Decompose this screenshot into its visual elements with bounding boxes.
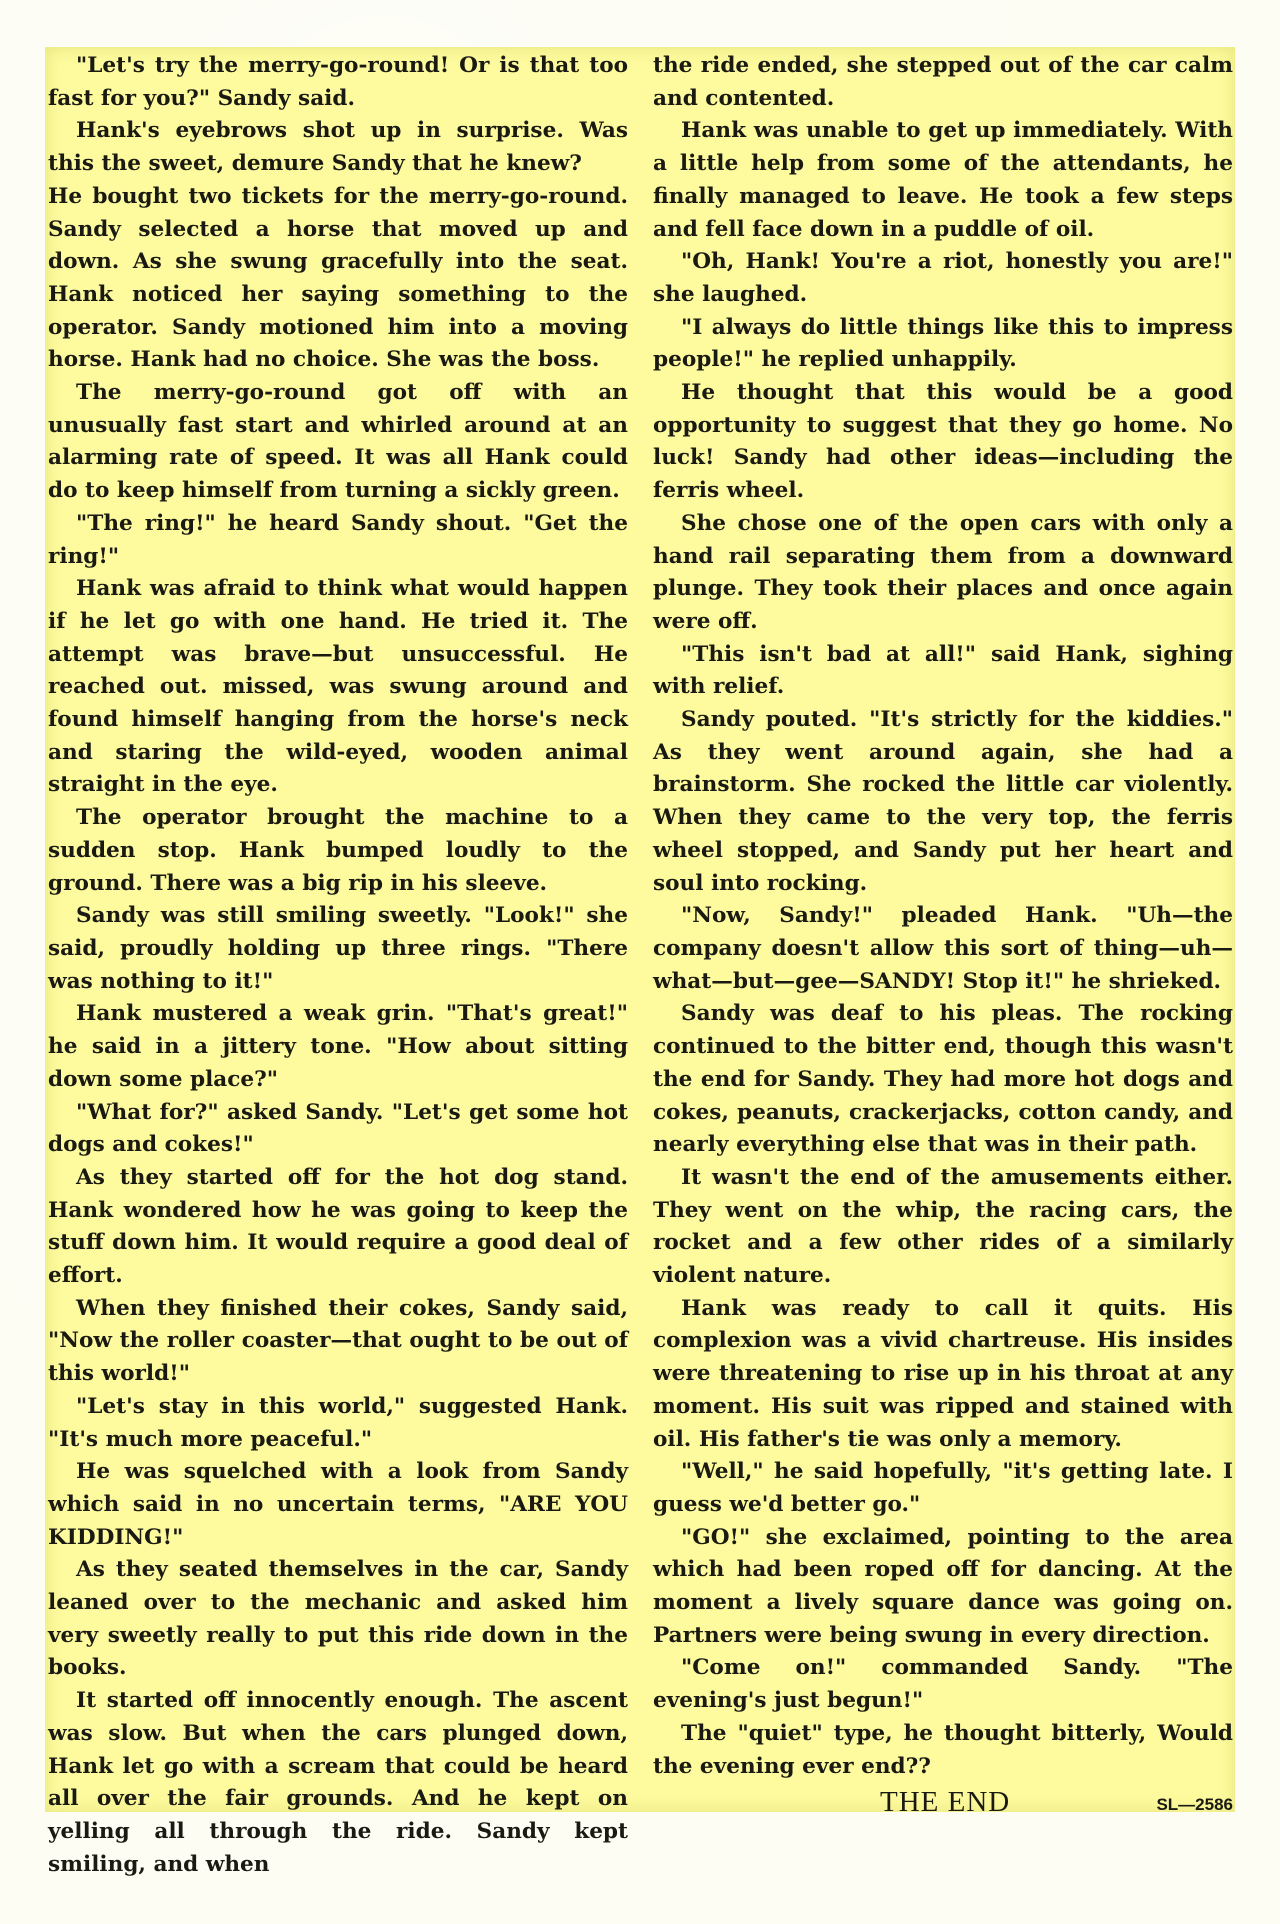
- paragraph: "Well," he said hopefully, "it's getting late. I guess we'd better go.": [653, 1459, 1233, 1517]
- paragraph: Hank mustered a weak grin. "That's great!" he said in a jittery tone. "How about sitting down some place?": [48, 1001, 628, 1092]
- story-code: SL—2586: [1156, 1795, 1233, 1815]
- paragraph: Sandy was still smiling sweetly. "Look!" she said, proudly holding up three rings. "There was nothing to it!": [48, 903, 628, 994]
- paragraph: "The ring!" he heard Sandy shout. "Get the ring!": [48, 510, 628, 569]
- paragraph: "Now, Sandy!" pleaded Hank. "Uh—the company doesn't allow this sort of thing—uh—what—but—gee—SANDY! Stop it!" he shrieked.: [653, 903, 1233, 994]
- the-end-label: THE END: [880, 1786, 1011, 1819]
- paragraph: The "quiet" type, he thought bitterly, Would the evening ever end??: [653, 1720, 1233, 1779]
- paragraph: "This isn't bad at all!" said Hank, sighing with relief.: [653, 641, 1233, 700]
- paragraph: Hank was unable to get up immediately. With a little help from some of the attendants, he finally managed to leave. He took a few steps and fell face down in a puddle of oil.: [653, 118, 1233, 242]
- paragraph: "I always do little things like this to impress people!" he replied unhappily.: [653, 314, 1233, 373]
- paragraph: When they finished their cokes, Sandy said, "Now the roller coaster—that ought to be out of this world!": [48, 1295, 628, 1387]
- paragraph: It wasn't the end of the amusements either. They went on the whip, the racing cars, the rocket and a few other rides of a similarly violent nature.: [653, 1164, 1233, 1289]
- left-text-column: [48, 50, 628, 1881]
- paragraph: He was squelched with a look from Sandy which said in no uncertain terms, "ARE YOU KIDDING!": [48, 1459, 628, 1550]
- paragraph: "Let's stay in this world," suggested Hank. "It's much more peaceful.": [48, 1393, 628, 1452]
- story-ending: [653, 1787, 1233, 1821]
- paragraph: Sandy pouted. "It's strictly for the kiddies." As they went around again, she had a brainstorm. She rocked the little car violently. When they came to the very top, the ferris wheel stopped, and Sandy put her heart and soul into rocking.: [653, 707, 1233, 896]
- paragraph: "Come on!" commanded Sandy. "The evening's just begun!": [653, 1655, 1233, 1714]
- paragraph: the ride ended, she stepped out of the car calm and contented.: [653, 53, 1233, 111]
- paragraph: He bought two tickets for the merry-go-round. Sandy selected a horse that moved up and down. As she swung gracefully into the seat. Hank noticed her saying something to the operator. Sandy motioned him into a moving horse. Hank had no choice. She was the boss.: [48, 183, 628, 373]
- paragraph: The operator brought the machine to a sudden stop. Hank bumped loudly to the ground. There was a big rip in his sleeve.: [48, 805, 628, 896]
- right-text-column: [653, 50, 1233, 1821]
- paragraph: Hank's eyebrows shot up in surprise. Was this the sweet, demure Sandy that he knew?: [48, 118, 628, 177]
- paragraph: As they seated themselves in the car, Sandy leaned over to the mechanic and asked him very sweetly really to put this ride down in the books.: [48, 1557, 628, 1681]
- paragraph: "What for?" asked Sandy. "Let's get some hot dogs and cokes!": [48, 1099, 628, 1158]
- paragraph: He thought that this would be a good opportunity to suggest that they go home. No luck! Sandy had other ideas—including the ferris wheel.: [653, 380, 1233, 504]
- paragraph: "Let's try the merry-go-round! Or is that too fast for you?" Sandy said.: [48, 53, 628, 111]
- paragraph: She chose one of the open cars with only a hand rail separating them from a downward plunge. They took their places and once again were off.: [653, 510, 1233, 634]
- paragraph: As they started off for the hot dog stand. Hank wondered how he was going to keep the stuff down him. It would require a good deal of effort.: [48, 1164, 628, 1289]
- paragraph: Sandy was deaf to his pleas. The rocking continued to the bitter end, though this wasn't the end for Sandy. They had more hot dogs and cokes, peanuts, crackerjacks, cotton candy, and nearly everything else that was in their path.: [653, 1001, 1233, 1158]
- paragraph: Hank was ready to call it quits. His complexion was a vivid chartreuse. His insides were threatening to rise up in his throat at any moment. His suit was ripped and stained with oil. His father's tie was only a memory.: [653, 1295, 1233, 1452]
- paragraph: "GO!" she exclaimed, pointing to the area which had been roped off for dancing. At the moment a lively square dance was going on. Partners were being swung in every direction.: [653, 1524, 1233, 1648]
- paragraph: It started off innocently enough. The ascent was slow. But when the cars plunged down, Hank let go with a scream that could be heard all over the fair grounds. And he kept on yelling all through the ride. Sandy kept smiling, and when: [48, 1688, 628, 1877]
- paragraph: "Oh, Hank! You're a riot, honestly you are!" she laughed.: [653, 249, 1233, 307]
- paragraph: Hank was afraid to think what would happen if he let go with one hand. He tried it. The attempt was brave—but unsuccessful. He reached out. missed, was swung around and found himself hanging from the horse's neck and staring the wild-eyed, wooden animal straight in the eye.: [48, 576, 628, 798]
- paragraph: The merry-go-round got off with an unusually fast start and whirled around at an alarming rate of speed. It was all Hank could do to keep himself from turning a sickly green.: [48, 380, 628, 504]
